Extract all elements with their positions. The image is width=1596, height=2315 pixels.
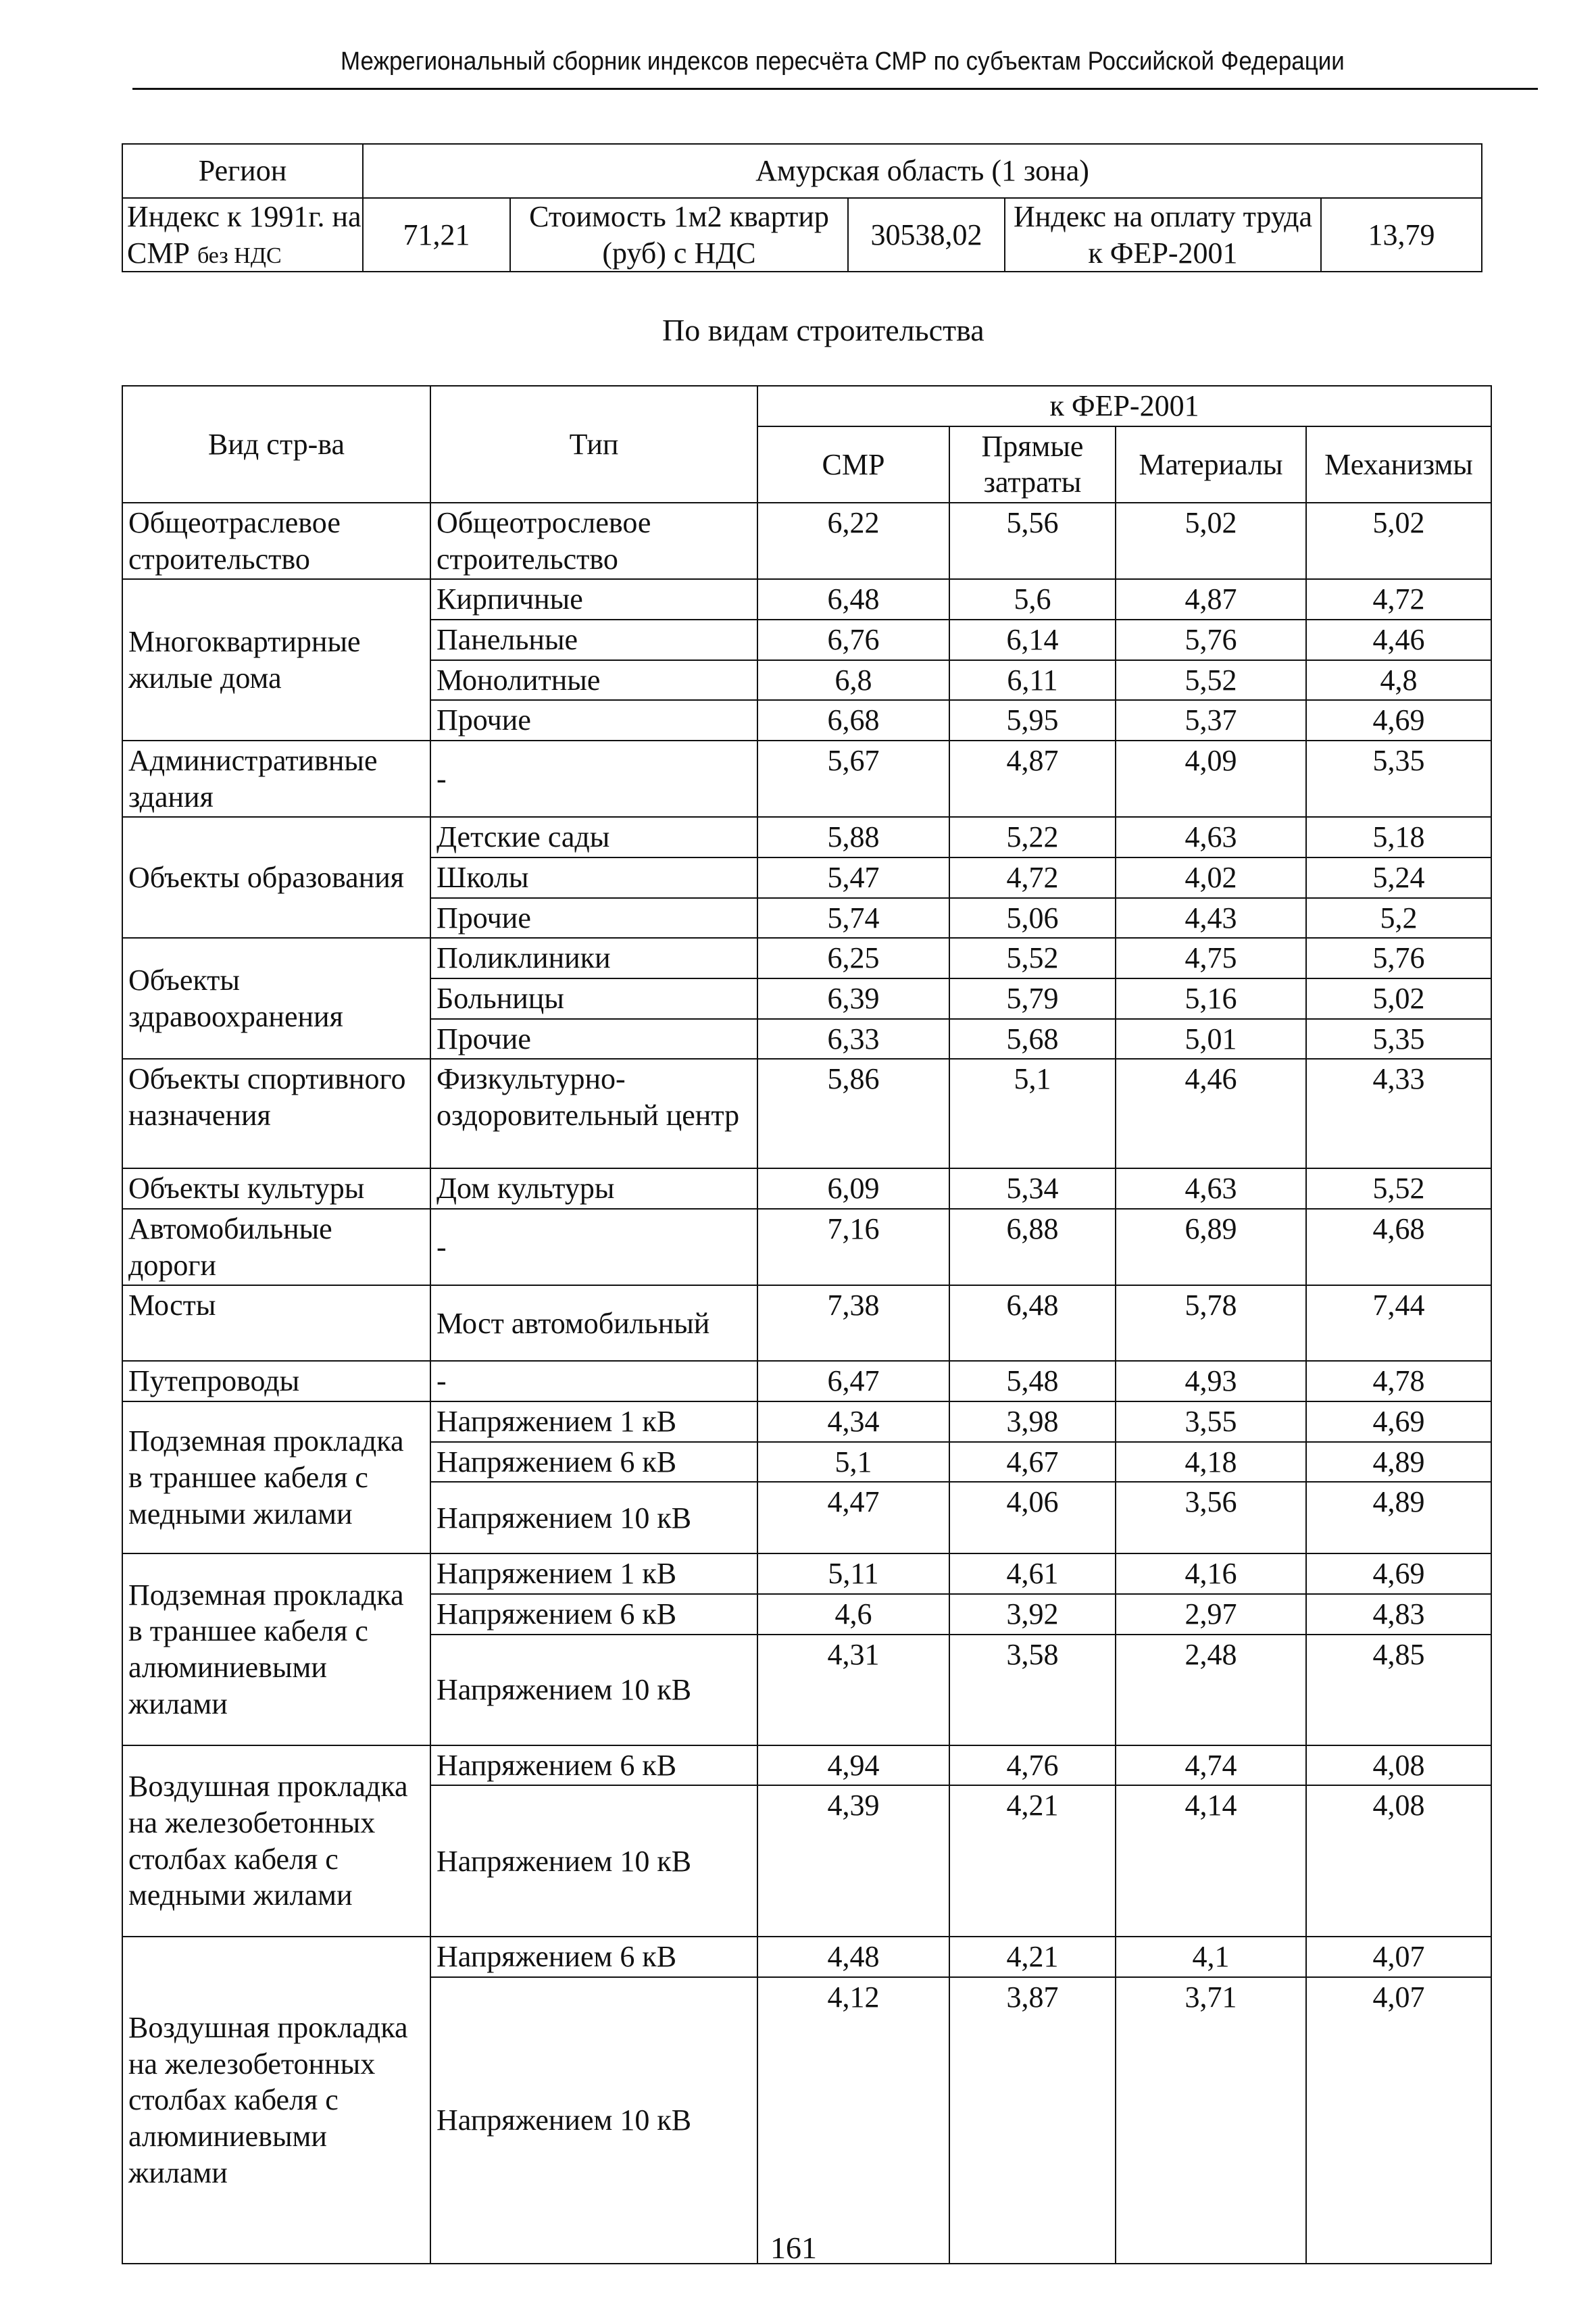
cell-kind: Мосты xyxy=(122,1285,430,1361)
cell-direct: 5,22 xyxy=(949,817,1116,857)
cell-kind: Административные здания xyxy=(122,741,430,817)
cell-materials: 5,16 xyxy=(1116,978,1306,1019)
page-number: 161 xyxy=(770,2231,817,2265)
table-row xyxy=(122,1209,1491,1285)
cell-smr: 6,39 xyxy=(757,978,949,1019)
table-row xyxy=(122,1553,1491,1594)
cell-type: Напряжением 6 кВ xyxy=(430,1594,757,1635)
cell-type: Прочие xyxy=(430,700,757,741)
cell-machines: 5,02 xyxy=(1306,503,1491,579)
cell-type: Детские сады xyxy=(430,817,757,857)
cell-type: Напряжением 10 кВ xyxy=(430,1785,757,1937)
cell-machines: 4,33 xyxy=(1306,1059,1491,1168)
cell-smr: 6,22 xyxy=(757,503,949,579)
cell-smr: 5,86 xyxy=(757,1059,949,1168)
cell-type: Поликлиники xyxy=(430,938,757,978)
cell-kind: Путепроводы xyxy=(122,1361,430,1401)
table-row xyxy=(122,1168,1491,1209)
cell-type: Напряжением 6 кВ xyxy=(430,1937,757,1977)
cell-kind: Автомобильные дороги xyxy=(122,1209,430,1285)
cell-smr: 6,68 xyxy=(757,700,949,741)
cell-smr: 5,74 xyxy=(757,898,949,939)
cell-kind: Объекты здравоохранения xyxy=(122,938,430,1059)
cell-machines: 5,18 xyxy=(1306,817,1491,857)
table-row xyxy=(122,1059,1491,1168)
cell-smr: 7,38 xyxy=(757,1285,949,1361)
cell-kind: Воздушная прокладка на железобетонных столбах кабеля с медными жилами xyxy=(122,1745,430,1937)
cell-type: Напряжением 10 кВ xyxy=(430,1977,757,2264)
cell-machines: 4,69 xyxy=(1306,1401,1491,1442)
cell-materials: 4,16 xyxy=(1116,1553,1306,1594)
cell-kind: Многоквартирные жилые дома xyxy=(122,579,430,741)
cell-direct: 6,11 xyxy=(949,660,1116,701)
cell-smr: 4,47 xyxy=(757,1482,949,1553)
cost-value: 30538,02 xyxy=(848,198,1005,272)
cell-smr: 4,94 xyxy=(757,1745,949,1786)
cell-materials: 4,02 xyxy=(1116,857,1306,898)
cell-type: Больницы xyxy=(430,978,757,1019)
cell-machines: 4,89 xyxy=(1306,1442,1491,1483)
cell-direct: 5,6 xyxy=(949,579,1116,620)
cell-materials: 4,1 xyxy=(1116,1937,1306,1977)
table-row xyxy=(122,1401,1491,1442)
cell-machines: 5,2 xyxy=(1306,898,1491,939)
cell-smr: 5,1 xyxy=(757,1442,949,1483)
cell-type: Физкультурно-оздоровительный центр xyxy=(430,1059,757,1168)
cell-smr: 4,12 xyxy=(757,1977,949,2264)
cell-type: Дом культуры xyxy=(430,1168,757,1209)
cell-direct: 5,48 xyxy=(949,1361,1116,1401)
cell-materials: 4,63 xyxy=(1116,817,1306,857)
cell-smr: 5,11 xyxy=(757,1553,949,1594)
cell-machines: 5,35 xyxy=(1306,741,1491,817)
table-row xyxy=(122,579,1491,620)
cell-type: Напряжением 1 кВ xyxy=(430,1553,757,1594)
header-smr: СМР xyxy=(757,426,949,503)
cell-materials: 5,01 xyxy=(1116,1019,1306,1060)
cell-smr: 4,34 xyxy=(757,1401,949,1442)
cell-direct: 4,06 xyxy=(949,1482,1116,1553)
table-row xyxy=(122,1937,1491,1977)
cell-materials: 5,37 xyxy=(1116,700,1306,741)
cell-machines: 4,8 xyxy=(1306,660,1491,701)
cell-type: Панельные xyxy=(430,620,757,660)
table-row xyxy=(122,817,1491,857)
cell-direct: 4,21 xyxy=(949,1785,1116,1937)
table-row xyxy=(122,1285,1491,1361)
cell-materials: 4,43 xyxy=(1116,898,1306,939)
table-body xyxy=(122,503,1491,2264)
cell-machines: 4,07 xyxy=(1306,1977,1491,2264)
cell-machines: 4,89 xyxy=(1306,1482,1491,1553)
cell-smr: 6,33 xyxy=(757,1019,949,1060)
cell-kind: Объекты культуры xyxy=(122,1168,430,1209)
cell-smr: 6,76 xyxy=(757,620,949,660)
cell-materials: 4,63 xyxy=(1116,1168,1306,1209)
cell-direct: 3,58 xyxy=(949,1635,1116,1745)
cell-kind: Объекты спортивного назначения xyxy=(122,1059,430,1168)
cell-direct: 5,34 xyxy=(949,1168,1116,1209)
cell-smr: 6,25 xyxy=(757,938,949,978)
cell-type: Общеотрослевое строительство xyxy=(430,503,757,579)
cell-machines: 7,44 xyxy=(1306,1285,1491,1361)
cell-type: Прочие xyxy=(430,898,757,939)
cell-type: - xyxy=(430,1209,757,1285)
running-header: Межрегиональный сборник индексов пересчёта СМР по субъектам Российской Федерации xyxy=(341,47,1345,76)
labor-index-value: 13,79 xyxy=(1321,198,1482,272)
cell-materials: 4,46 xyxy=(1116,1059,1306,1168)
index-1991-note: без НДС xyxy=(197,243,282,268)
cell-kind: Общеотраслевое строительство xyxy=(122,503,430,579)
cell-type: Прочие xyxy=(430,1019,757,1060)
cell-materials: 4,14 xyxy=(1116,1785,1306,1937)
cell-direct: 5,68 xyxy=(949,1019,1116,1060)
cell-machines: 5,52 xyxy=(1306,1168,1491,1209)
header-type: Тип xyxy=(430,386,757,503)
cell-type: Напряжением 1 кВ xyxy=(430,1401,757,1442)
cell-materials: 4,18 xyxy=(1116,1442,1306,1483)
cell-smr: 5,47 xyxy=(757,857,949,898)
cell-machines: 4,85 xyxy=(1306,1635,1491,1745)
cell-kind: Воздушная прокладка на железобетонных столбах кабеля с алюминиевыми жилами xyxy=(122,1937,430,2264)
cell-machines: 4,08 xyxy=(1306,1785,1491,1937)
cell-machines: 4,46 xyxy=(1306,620,1491,660)
cell-direct: 4,21 xyxy=(949,1937,1116,1977)
cell-type: - xyxy=(430,741,757,817)
header-direct-costs: Прямые затраты xyxy=(949,426,1116,503)
region-info-table xyxy=(122,143,1482,272)
cell-smr: 4,6 xyxy=(757,1594,949,1635)
cell-machines: 5,02 xyxy=(1306,978,1491,1019)
cell-direct: 5,79 xyxy=(949,978,1116,1019)
cell-machines: 5,24 xyxy=(1306,857,1491,898)
cell-materials: 5,78 xyxy=(1116,1285,1306,1361)
cell-direct: 3,92 xyxy=(949,1594,1116,1635)
cell-type: Кирпичные xyxy=(430,579,757,620)
cell-machines: 4,68 xyxy=(1306,1209,1491,1285)
cell-type: Напряжением 10 кВ xyxy=(430,1635,757,1745)
cell-direct: 5,95 xyxy=(949,700,1116,741)
section-subtitle: По видам строительства xyxy=(662,313,984,347)
cell-type: Мост автомобильный xyxy=(430,1285,757,1361)
cell-materials: 3,56 xyxy=(1116,1482,1306,1553)
cell-direct: 4,72 xyxy=(949,857,1116,898)
cell-materials: 2,48 xyxy=(1116,1635,1306,1745)
cell-materials: 2,97 xyxy=(1116,1594,1306,1635)
cell-smr: 5,88 xyxy=(757,817,949,857)
cell-direct: 5,56 xyxy=(949,503,1116,579)
cell-materials: 5,52 xyxy=(1116,660,1306,701)
index-1991-value: 71,21 xyxy=(363,198,510,272)
cell-machines: 5,76 xyxy=(1306,938,1491,978)
header-kind: Вид стр-ва xyxy=(122,386,430,503)
region-label: Регион xyxy=(122,144,363,198)
cell-smr: 4,31 xyxy=(757,1635,949,1745)
cell-smr: 6,48 xyxy=(757,579,949,620)
cell-smr: 4,48 xyxy=(757,1937,949,1977)
cell-type: Напряжением 6 кВ xyxy=(430,1442,757,1483)
cell-kind: Объекты образования xyxy=(122,817,430,938)
construction-index-table xyxy=(122,385,1492,2264)
cell-direct: 5,52 xyxy=(949,938,1116,978)
cell-direct: 3,87 xyxy=(949,1977,1116,2264)
cell-materials: 4,74 xyxy=(1116,1745,1306,1786)
cell-kind: Подземная прокладка в траншее кабеля с медными жилами xyxy=(122,1401,430,1553)
cell-machines: 4,08 xyxy=(1306,1745,1491,1786)
region-name: Амурская область (1 зона) xyxy=(363,144,1482,198)
cell-materials: 4,75 xyxy=(1116,938,1306,978)
cell-direct: 6,48 xyxy=(949,1285,1116,1361)
cell-machines: 5,35 xyxy=(1306,1019,1491,1060)
cell-materials: 4,87 xyxy=(1116,579,1306,620)
cell-type: Напряжением 10 кВ xyxy=(430,1482,757,1553)
table-row xyxy=(122,503,1491,579)
header-machines: Механизмы xyxy=(1306,426,1491,503)
cell-direct: 4,67 xyxy=(949,1442,1116,1483)
cell-type: Школы xyxy=(430,857,757,898)
cell-materials: 3,71 xyxy=(1116,1977,1306,2264)
cell-direct: 6,88 xyxy=(949,1209,1116,1285)
cell-materials: 5,76 xyxy=(1116,620,1306,660)
cell-machines: 4,83 xyxy=(1306,1594,1491,1635)
header-fer-group: к ФЕР-2001 xyxy=(757,386,1491,426)
cell-direct: 4,76 xyxy=(949,1745,1116,1786)
table-row xyxy=(122,1745,1491,1786)
header-rule xyxy=(132,88,1538,90)
cell-direct: 3,98 xyxy=(949,1401,1116,1442)
table-row xyxy=(122,938,1491,978)
cell-machines: 4,69 xyxy=(1306,700,1491,741)
cell-direct: 4,87 xyxy=(949,741,1116,817)
cell-type: Монолитные xyxy=(430,660,757,701)
cell-direct: 5,1 xyxy=(949,1059,1116,1168)
cell-machines: 4,78 xyxy=(1306,1361,1491,1401)
cell-type: Напряжением 6 кВ xyxy=(430,1745,757,1786)
cell-materials: 3,55 xyxy=(1116,1401,1306,1442)
cell-smr: 6,47 xyxy=(757,1361,949,1401)
cell-smr: 6,09 xyxy=(757,1168,949,1209)
labor-index-label: Индекс на оплату труда к ФЕР-2001 xyxy=(1005,198,1321,272)
cell-direct: 5,06 xyxy=(949,898,1116,939)
cell-materials: 6,89 xyxy=(1116,1209,1306,1285)
cell-materials: 4,09 xyxy=(1116,741,1306,817)
cell-smr: 4,39 xyxy=(757,1785,949,1937)
cost-label: Стоимость 1м2 квартир (руб) с НДС xyxy=(510,198,848,272)
cell-kind: Подземная прокладка в траншее кабеля с алюминиевыми жилами xyxy=(122,1553,430,1745)
table-row xyxy=(122,741,1491,817)
table-row xyxy=(122,1361,1491,1401)
cell-machines: 4,72 xyxy=(1306,579,1491,620)
cell-type: - xyxy=(430,1361,757,1401)
cell-smr: 7,16 xyxy=(757,1209,949,1285)
cell-materials: 4,93 xyxy=(1116,1361,1306,1401)
cell-smr: 6,8 xyxy=(757,660,949,701)
cell-materials: 5,02 xyxy=(1116,503,1306,579)
cell-smr: 5,67 xyxy=(757,741,949,817)
cell-direct: 4,61 xyxy=(949,1553,1116,1594)
header-materials: Материалы xyxy=(1116,426,1306,503)
cell-machines: 4,07 xyxy=(1306,1937,1491,1977)
cell-direct: 6,14 xyxy=(949,620,1116,660)
cell-machines: 4,69 xyxy=(1306,1553,1491,1594)
index-1991-label: Индекс к 1991г. на СМР без НДС xyxy=(122,198,363,272)
